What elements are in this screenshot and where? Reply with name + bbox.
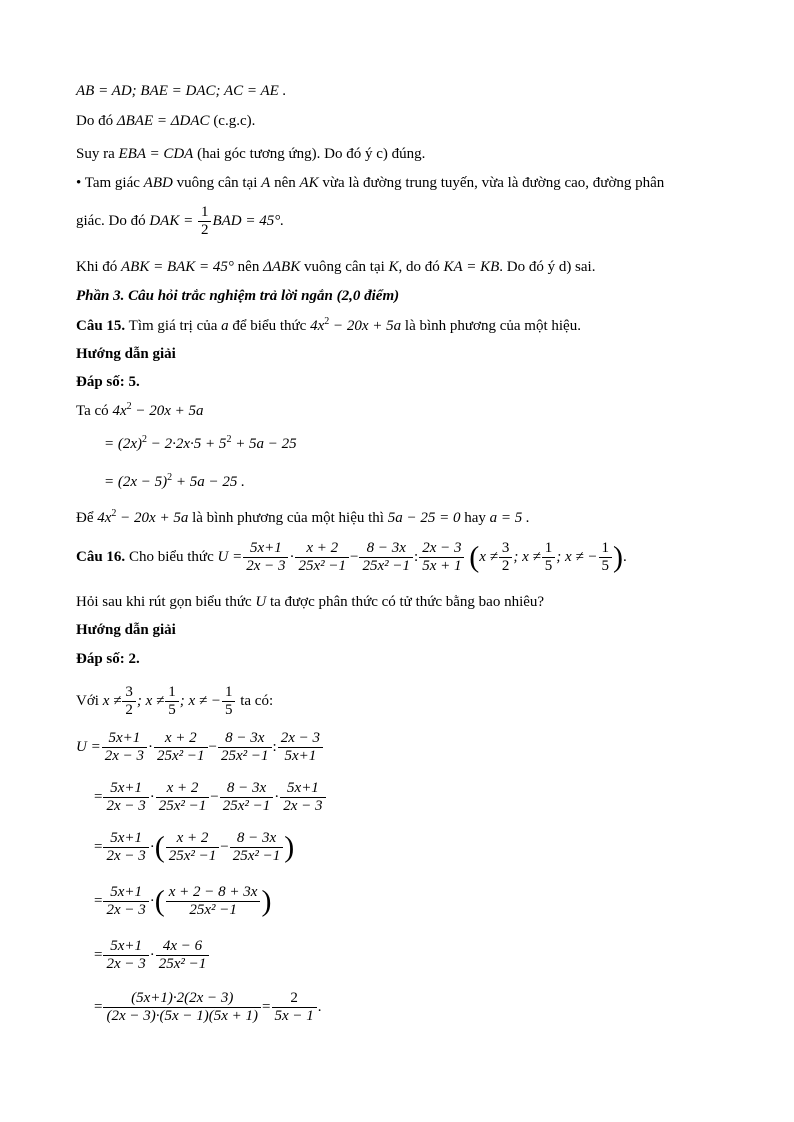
- question-label: Câu 15.: [76, 318, 126, 334]
- fraction: $\frac{5x+1}{2x - 3}$: [243, 540, 288, 575]
- q16-step-1: U = $\frac{5x+1}{2x - 3}$ · $\frac{x + 2}{\text{25x² −1}}$ − $\frac{8 - 3x}{\text{25x² −1}}$ : $\frac{2x - 3}{5x+1}$: [76, 730, 324, 765]
- text: (c.g.c).: [213, 113, 256, 129]
- text: Khi đó: [76, 259, 118, 275]
- proof-line-4: [76, 173, 664, 193]
- q15-guide-heading: Hướng dẫn giải: [76, 346, 176, 362]
- q15-answer: Đáp số: 5.: [76, 374, 140, 390]
- math: AK: [299, 175, 319, 191]
- text: Ta có: [76, 403, 109, 419]
- text: • Tam giác: [76, 175, 140, 191]
- math: $4x^2 - 20x + 5a$: [112, 401, 204, 419]
- fraction: $\frac{2x - 3}{5x + 1}$: [419, 540, 464, 575]
- math: 5a − 25 = 0: [387, 510, 461, 526]
- text: , do đó: [398, 259, 440, 275]
- math: ABK = BAK = 45°: [121, 259, 234, 275]
- text: ta có:: [240, 692, 274, 709]
- text: hay: [464, 510, 486, 526]
- text: nên: [237, 259, 260, 275]
- text: (hai góc tương ứng). Do đó ý c) đúng.: [197, 146, 426, 162]
- q16-guide-heading: Hướng dẫn giải: [76, 622, 176, 638]
- q16-step-6: = $\frac{(5x+1)\cdot 2(2x - 3)}{(2x - 3)\cdot(5x - 1)(5x + 1)}$ = $\frac{2}{5x - 1}$ .: [94, 990, 322, 1024]
- fraction: $\frac{x + 2}{\text{25x² −1}}$: [295, 540, 349, 575]
- text: vừa là đường trung tuyến, vừa là đường cao, đường phân: [322, 175, 665, 191]
- text: để biểu thức: [232, 318, 307, 334]
- q16-step-4: = $\frac{5x+1}{2x - 3}$ ·( $\frac{x + 2 - 8 + 3x}{\text{25x² −1}}$ ): [94, 884, 272, 918]
- math: ΔABK: [263, 259, 301, 275]
- math: U: [255, 594, 267, 610]
- math: ΔBAE = ΔDAC: [116, 113, 210, 129]
- math: a: [221, 318, 229, 334]
- math: $4x^2 - 20x + 5a$: [97, 508, 189, 526]
- q16-step-2: = $\frac{5x+1}{2x - 3}$ · $\frac{x + 2}{\text{25x² −1}}$ − $\frac{8 - 3x}{\text{25x² −1}}$ · $\frac{5x+1}{2x - 3}$: [94, 780, 327, 815]
- q16-answer: Đáp số: 2.: [76, 651, 140, 667]
- q15-step-2: = $(2x)^2 - 2\cdot 2x\cdot 5 + 5^2 + 5a - 25$: [104, 434, 297, 452]
- math: U =: [217, 548, 243, 565]
- text: Suy ra: [76, 146, 115, 162]
- text: vuông cân tại: [176, 175, 258, 191]
- proof-line-3: [76, 144, 425, 164]
- math: a = 5 .: [489, 510, 530, 526]
- text: nên: [274, 175, 296, 191]
- proof-line-5: [76, 204, 284, 239]
- text: Tìm giá trị của: [128, 318, 218, 334]
- fraction: $\frac{8 - 3x}{\text{25x² −1}}$: [359, 540, 413, 575]
- text: Do đó: [76, 113, 114, 129]
- math: EBA = CDA: [118, 146, 194, 162]
- q15-conclusion: [76, 508, 530, 528]
- q16-question: [76, 592, 544, 612]
- q15-step-3: = $(2x - 5)^2 + 5a - 25$ .: [104, 472, 245, 490]
- math: A: [261, 175, 271, 191]
- text: . Do đó ý d) sai.: [499, 259, 596, 275]
- math: $4x^2 - 20x + 5a$: [310, 316, 402, 334]
- fraction: $\frac{1}{2}$: [198, 204, 212, 239]
- text: ta được phân thức có tử thức bằng bao nhiêu?: [269, 594, 545, 610]
- math: BAD = 45°.: [212, 212, 284, 229]
- text: Hỏi sau khi rút gọn biểu thức: [76, 594, 252, 610]
- text: là bình phương của một hiệu thì: [192, 510, 384, 526]
- math: ABD: [143, 175, 173, 191]
- part3-heading: Phần 3. Câu hỏi trắc nghiệm trả lời ngắn (2,0 điểm): [76, 288, 400, 304]
- q16-conditions: Với x ≠ $\frac{3}{2}$ ; x ≠ $\frac{1}{5}$ ; x ≠ − $\frac{1}{5}$ ta có:: [76, 684, 274, 718]
- math: DAK =: [149, 212, 194, 229]
- math: KA = KB: [443, 259, 500, 275]
- proof-line-1: AB = AD; BAE = DAC; AC = AE .: [76, 83, 287, 99]
- text: Để: [76, 510, 94, 526]
- proof-line-2: [76, 111, 255, 131]
- q16-step-5: = $\frac{5x+1}{2x - 3}$ · $\frac{4x - 6}{\text{25x² −1}}$: [94, 938, 210, 973]
- text: giác. Do đó: [76, 212, 146, 229]
- text: vuông cân tại: [303, 259, 385, 275]
- q15-statement: [76, 316, 581, 336]
- q15-step-1: [76, 401, 204, 421]
- math: K: [388, 259, 399, 275]
- text: là bình phương của một hiệu.: [404, 318, 581, 334]
- text: Với: [76, 692, 99, 709]
- text: Cho biểu thức: [128, 548, 214, 565]
- q16-step-3: = $\frac{5x+1}{2x - 3}$ ·( $\frac{x + 2}{\text{25x² −1}}$ − $\frac{8 - 3x}{\text{25x² −1}}$ ): [94, 830, 295, 864]
- proof-line-6: [76, 257, 595, 277]
- q16-statement: Câu 16. Cho biểu thức U = $\frac{5x+1}{2x - 3}$ · $\frac{x + 2}{\text{25x² −1}}$ − $\frac{8 - 3x}{\text{25x² −1}}$ : $\frac{2x - 3}{5x + 1}$ (x ≠ $\frac{3}{2}$ ; x ≠ $\frac{1}{5}$ ; x ≠ − $\frac{1}{5}$ ).: [76, 540, 627, 574]
- question-label: Câu 16.: [76, 548, 126, 565]
